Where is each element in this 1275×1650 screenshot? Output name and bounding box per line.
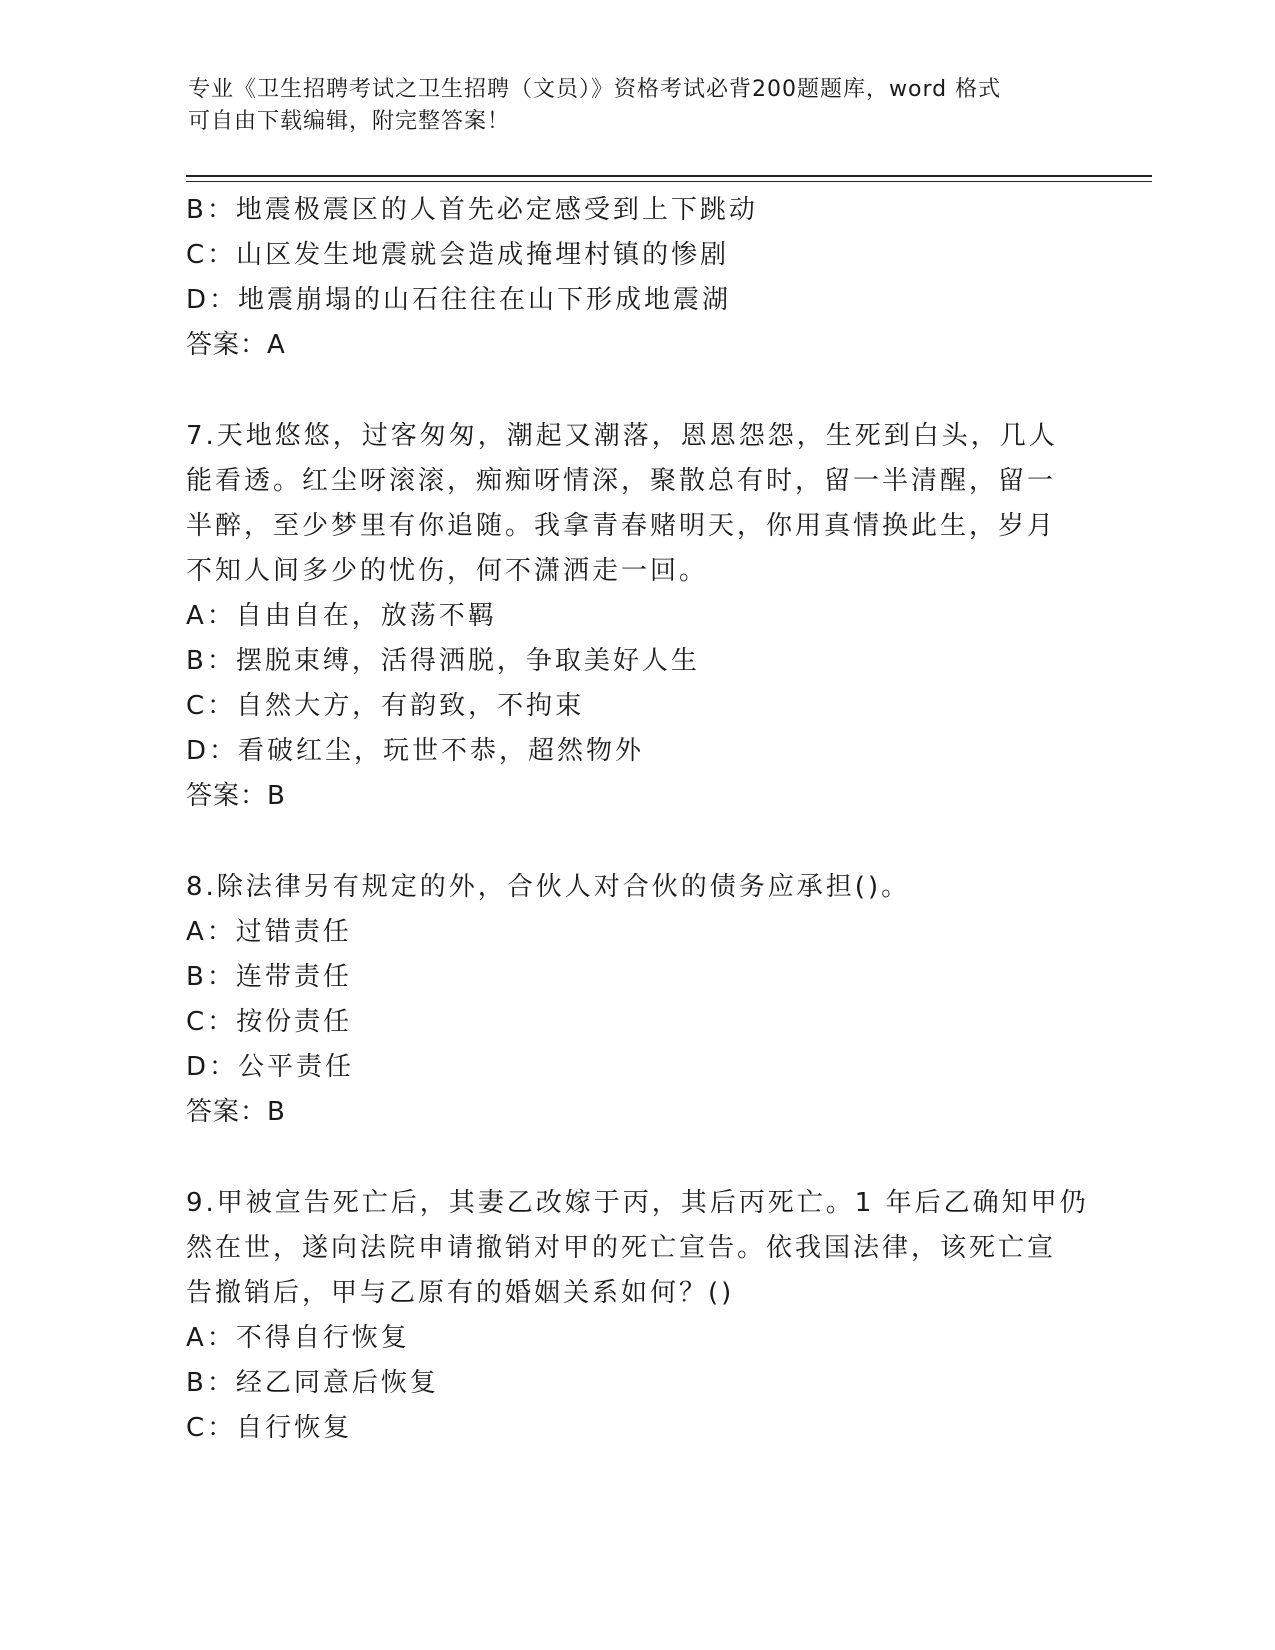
question-list <box>186 188 1089 1451</box>
option-c: C：山区发生地震就会造成掩埋村镇的惨剧 <box>186 240 730 270</box>
answer: 答案：A <box>186 330 286 360</box>
question-stem-line: 9.甲被宣告死亡后，其妻乙改嫁于丙，其后丙死亡。1 年后乙确知甲仍 <box>186 1188 1089 1218</box>
answer: 答案：B <box>186 781 286 811</box>
option-a: A：自由自在，放荡不羁 <box>186 601 497 631</box>
option-d: D：地震崩塌的山石往往在山下形成地震湖 <box>186 285 732 315</box>
option-d: D：看破红尘，玩世不恭，超然物外 <box>186 736 645 766</box>
option-b: B：连带责任 <box>186 962 352 992</box>
question-stem-line: 7.天地悠悠，过客匆匆，潮起又潮落，恩恩怨怨，生死到白头，几人 <box>186 421 1058 451</box>
question-9 <box>186 1181 1089 1451</box>
option-a: A：不得自行恢复 <box>186 1323 410 1353</box>
question-7 <box>186 414 1086 819</box>
header-divider-thin <box>186 181 1152 182</box>
option-c: C：按份责任 <box>186 1007 353 1037</box>
option-c: C：自行恢复 <box>186 1413 353 1443</box>
question-6 <box>186 188 1086 368</box>
option-b: B：经乙同意后恢复 <box>186 1368 439 1398</box>
header-line-2: 可自由下载编辑，附完整答案！ <box>188 109 511 134</box>
answer: 答案：B <box>186 1097 286 1127</box>
option-d: D：公平责任 <box>186 1052 355 1082</box>
header-divider-thick <box>186 175 1152 177</box>
document-header <box>188 74 1088 138</box>
option-b: B：地震极震区的人首先必定感受到上下跳动 <box>186 195 758 225</box>
question-stem-line: 不知人间多少的忧伤，何不潇洒走一回。 <box>186 556 709 586</box>
option-a: A：过错责任 <box>186 917 352 947</box>
option-c: C：自然大方，有韵致，不拘束 <box>186 691 585 721</box>
question-stem-line: 告撤销后，甲与乙原有的婚姻关系如何？() <box>186 1278 735 1308</box>
question-stem-line: 能看透。红尘呀滚滚，痴痴呀情深，聚散总有时，留一半清醒，留一 <box>186 466 1057 496</box>
question-8 <box>186 865 1086 1135</box>
option-b: B：摆脱束缚，活得洒脱，争取美好人生 <box>186 646 700 676</box>
question-stem-line: 半醉，至少梦里有你追随。我拿青春赌明天，你用真情换此生，岁月 <box>186 511 1057 541</box>
question-stem-line: 然在世，遂向法院申请撤销对甲的死亡宣告。依我国法律，该死亡宣 <box>186 1233 1057 1263</box>
question-stem-line: 8.除法律另有规定的外，合伙人对合伙的债务应承担()。 <box>186 872 911 902</box>
header-line-1: 专业《卫生招聘考试之卫生招聘（文员）》资格考试必背200题题库，word 格式 <box>188 77 1002 102</box>
